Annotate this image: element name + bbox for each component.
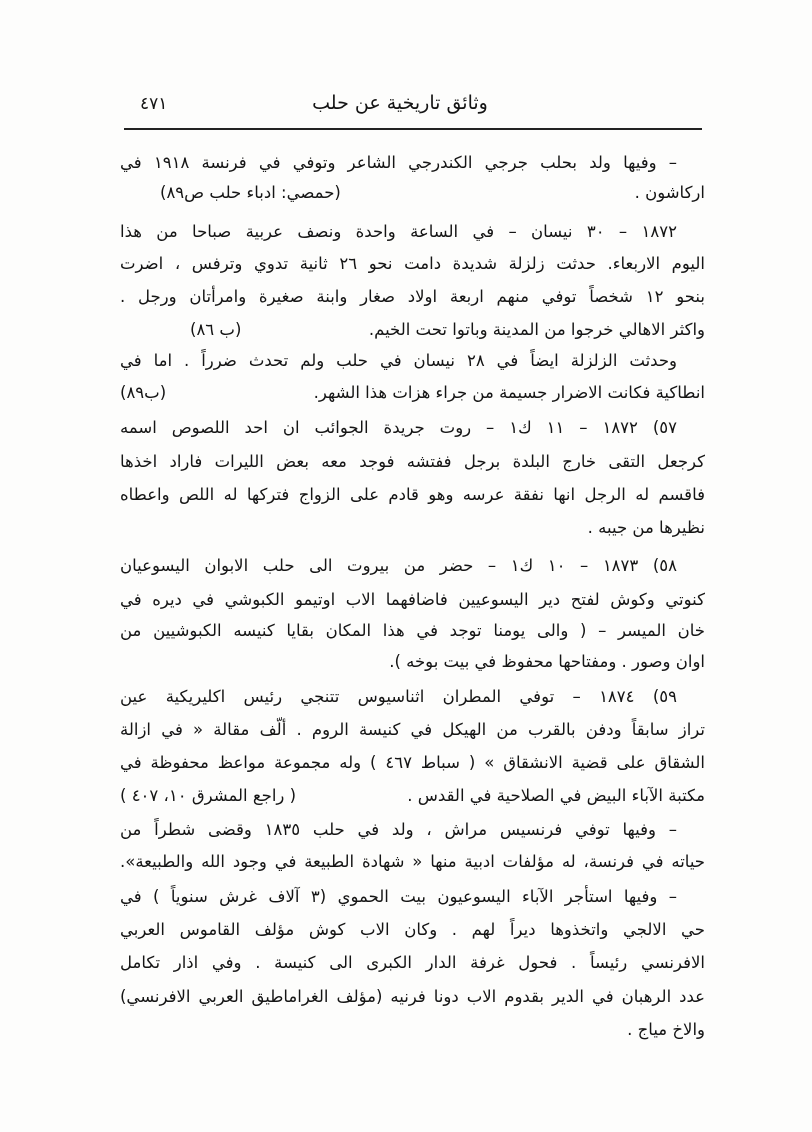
text-line: كرجعل التقى خارج البلدة برجل ففتشه فوجد معه بعض الليرات فاراد اخذها [120, 452, 705, 471]
text-line: الافرنسي رئيساً . فحول غرفة الدار الكبرى الى كنيسة . وفي اذار تكامل [120, 953, 705, 972]
running-title: وثائق تاريخية عن حلب [312, 92, 488, 114]
citation: (ب٨٩) [120, 383, 167, 402]
text-line: ٥٧) ١٨٧٢ – ١١ ك١ – روت جريدة الجوائب ان احد اللصوص اسمه [120, 418, 677, 437]
text-line: حي الالجي واتخذوها ديراً لهم . وكان الاب كوش مؤلف القاموس العربي [120, 920, 705, 939]
text-line: نظيرها من جيبه . [587, 518, 705, 537]
text-line [120, 783, 705, 809]
text-line: عدد الرهبان في الدير بقدوم الاب دونا فرنيه (مؤلف الغراماطيق العربي الافرنسي) [120, 987, 705, 1006]
text-line [120, 317, 705, 343]
page-number: ٤٧١ [140, 94, 168, 114]
citation: ( راجع المشرق ١٠، ٤٠٧ ) [120, 786, 297, 805]
text-line: والاخ مياج . [627, 1020, 705, 1039]
text-line: اوان وصور . ومفتاحها محفوظ في بيت بوخه ). [389, 652, 705, 671]
text-line [120, 180, 705, 206]
line-text: مكتبة الآباء البيض في الصلاحية في القدس . [407, 786, 705, 805]
text-line [120, 380, 705, 406]
text-line: كنوتي وكوش لفتح دير اليسوعيين فاضافهما الاب اوتيمو الكبوشي في ديره في [120, 590, 705, 609]
text-line: فاقسم له الرجل انها نفقة عرسه وهو قادم على الزواج فتركها له اللص واعطاه [120, 485, 705, 504]
citation: (ب ٨٦) [190, 320, 242, 339]
header-rule [124, 128, 702, 130]
line-text: اركاشون . [634, 183, 705, 202]
line-text: واكثر الاهالي خرجوا من المدينة وباتوا تحت الخيم. [368, 320, 705, 339]
text-line: – وفيها توفي فرنسيس مراش ، ولد في حلب ١٨٣٥ وقضى شطراً من [120, 820, 677, 839]
text-line: ٥٩) ١٨٧٤ – توفي المطران اثناسيوس تتنجي رئيس اكليريكية عين [120, 687, 677, 706]
text-line: الشقاق على قضية الانشقاق » ( سباط ٤٦٧ ) وله مجموعة مواعظ محفوظة في [120, 753, 705, 772]
text-line: خان الميسر – ( والى يومنا توجد في هذا المكان بقايا كنيسه الكبوشيين من [120, 621, 705, 640]
text-line: ١٨٧٢ – ٣٠ نيسان – في الساعة واحدة ونصف عربية صباحا من هذا [120, 222, 677, 241]
text-line: ٥٨) ١٨٧٣ – ١٠ ك١ – حضر من بيروت الى حلب الابوان اليسوعيان [120, 556, 677, 575]
citation: (حمصي: ادباء حلب ص٨٩) [160, 183, 341, 202]
text-line: – وفيها ولد بحلب جرجي الكندرجي الشاعر وتوفي في فرنسة ١٩١٨ في [120, 153, 678, 172]
text-line: – وفيها استأجر الآباء اليسوعيون بيت الحموي (٣ آلاف غرش سنوياً ) في [120, 887, 677, 906]
text-line: حياته في فرنسة، له مؤلفات ادبية منها « شهادة الطبيعة في وجود الله والطبيعة». [120, 852, 705, 871]
text-line: وحدثت الزلزلة ايضاً في ٢٨ نيسان في حلب ولم تحدث ضرراً . اما في [120, 351, 677, 370]
text-line: بنحو ١٢ شخصاً توفي منهم اربعة اولاد صغار وابنة صغيرة وامرأتان ورجل . [120, 287, 705, 306]
text-line: تراز سابقاً ودفن بالقرب من الهيكل في كنيسة الروم . ألّف مقالة « في ازالة [120, 720, 705, 739]
text-line: اليوم الاربعاء. حدثت زلزلة شديدة دامت نحو ٢٦ ثانية تدوي وترفس ، اضرت [120, 254, 705, 273]
line-text: انطاكية فكانت الاضرار جسيمة من جراء هزات هذا الشهر. [313, 383, 705, 402]
